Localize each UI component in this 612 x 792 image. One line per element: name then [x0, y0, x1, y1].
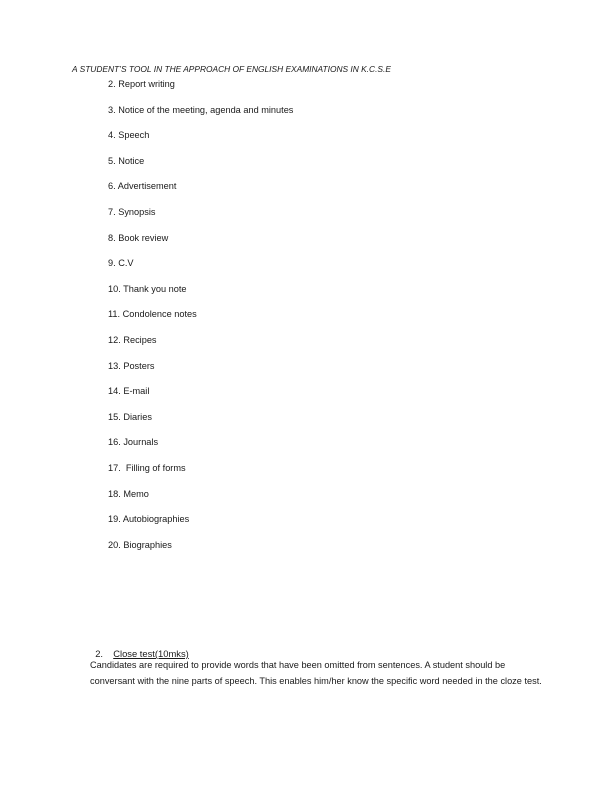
list-item: 9. C.V — [108, 258, 134, 269]
page-running-title: A STUDENT’S TOOL IN THE APPROACH OF ENGLISH EXAMINATIONS IN K.C.S.E — [72, 64, 391, 74]
list-item: 14. E-mail — [108, 386, 150, 397]
section-heading — [90, 637, 189, 659]
list-item: 16. Journals — [108, 437, 159, 448]
list-item: 20. Biographies — [108, 539, 172, 550]
list-item: 15. Diaries — [108, 411, 152, 422]
list-item: 10. Thank you note — [108, 283, 187, 294]
section-number: 2. — [95, 648, 104, 659]
functional-writing-list — [108, 78, 293, 564]
list-item: 6. Advertisement — [108, 181, 177, 192]
list-item: 2. Report writing — [108, 79, 175, 89]
section-title: Close test(10mks) — [113, 648, 189, 659]
list-item: 11. Condolence notes — [108, 309, 197, 320]
section-paragraph: Candidates are required to provide words that have been omitted from sentences. A student should be conversant with the nine parts of speech. This enables him/her know the specific word needed in the cloze test. — [90, 660, 542, 686]
list-item: 8. Book review — [108, 232, 169, 243]
list-item: 4. Speech — [108, 130, 150, 141]
list-item: 12. Recipes — [108, 334, 157, 345]
list-item: 13. Posters — [108, 360, 155, 371]
list-item: 19. Autobiographies — [108, 514, 190, 525]
list-item: 3. Notice of the meeting, agenda and minutes — [108, 104, 294, 115]
list-item: 5. Notice — [108, 155, 145, 166]
list-item: 7. Synopsis — [108, 206, 156, 217]
list-item: 17. Filling of forms — [108, 462, 186, 473]
list-item: 18. Memo — [108, 488, 149, 499]
